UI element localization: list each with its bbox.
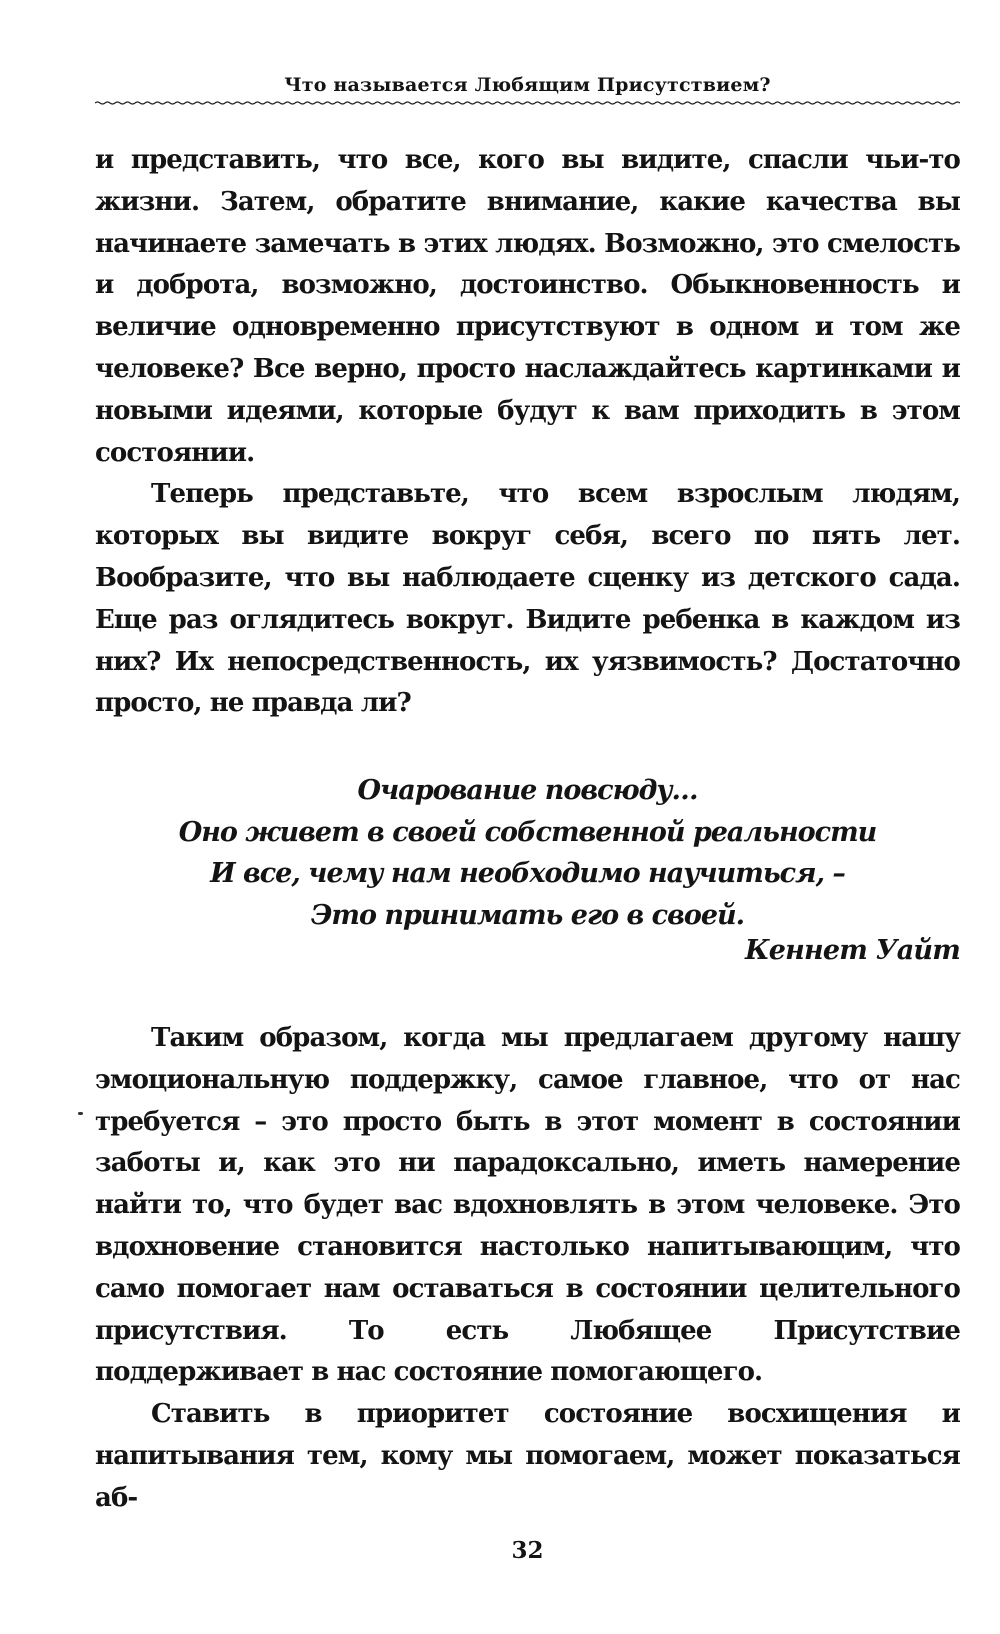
text-block-bottom — [95, 1018, 960, 1520]
paragraph: Теперь представьте, что всем взрослым людям, которых вы видите вокруг себя, всего по пять лет. Вообразите, что вы наблюдаете сценку из детского сада. Еще раз оглядитесь вокруг. Видите ребенка в каждом из них? Их непосредственность, их уязвимость? Достаточно просто, не правда ли? — [95, 479, 960, 719]
scan-speck — [78, 1112, 83, 1115]
paragraph: Ставить в приоритет состояние восхищения и напитывания тем, кому мы помогаем, может показаться аб- — [95, 1399, 960, 1513]
epigraph-poem — [95, 770, 960, 936]
poem-line: Это принимать его в своей. — [310, 899, 745, 931]
running-header: Что называется Любящим Присутствием? — [284, 74, 771, 96]
poem-line: Оно живет в своей собственной реальности — [178, 816, 877, 848]
header-wavy-rule — [95, 100, 960, 106]
poem-line: И все, чему нам необходимо научиться, – — [210, 858, 845, 889]
text-block-top — [95, 140, 960, 725]
paragraph-continuation: и представить, что все, кого вы видите, спасли чьи-то жизни. Затем, обратите внимание, какие качества вы начинаете замечать в этих людях. Возможно, это смелость и доброта, возможно, достоинство. Обыкновенность и величие одновременно присутствуют в одном и том же человеке? Все верно, просто наслаждайтесь картинками и новыми идеями, которые будут к вам приходить в этом состоянии. — [95, 145, 960, 468]
page-number: 32 — [511, 1537, 544, 1564]
poem-line: Очарование повсюду… — [357, 775, 698, 806]
paragraph: Таким образом, когда мы предлагаем другому нашу эмоциональную поддержку, самое главное, что от нас требуется – это просто быть в этот момент в состоянии заботы и, как это ни парадоксально, иметь намерение найти то, что будет вас вдохновлять в этом человеке. Это вдохновение становится настолько напитывающим, что само помогает нам оставаться в состоянии целительного присутствия. То есть Любящее Присутствие поддерживает в нас состояние помогающего. — [95, 1023, 960, 1388]
poem-author: Кеннет Уайт — [744, 935, 960, 966]
